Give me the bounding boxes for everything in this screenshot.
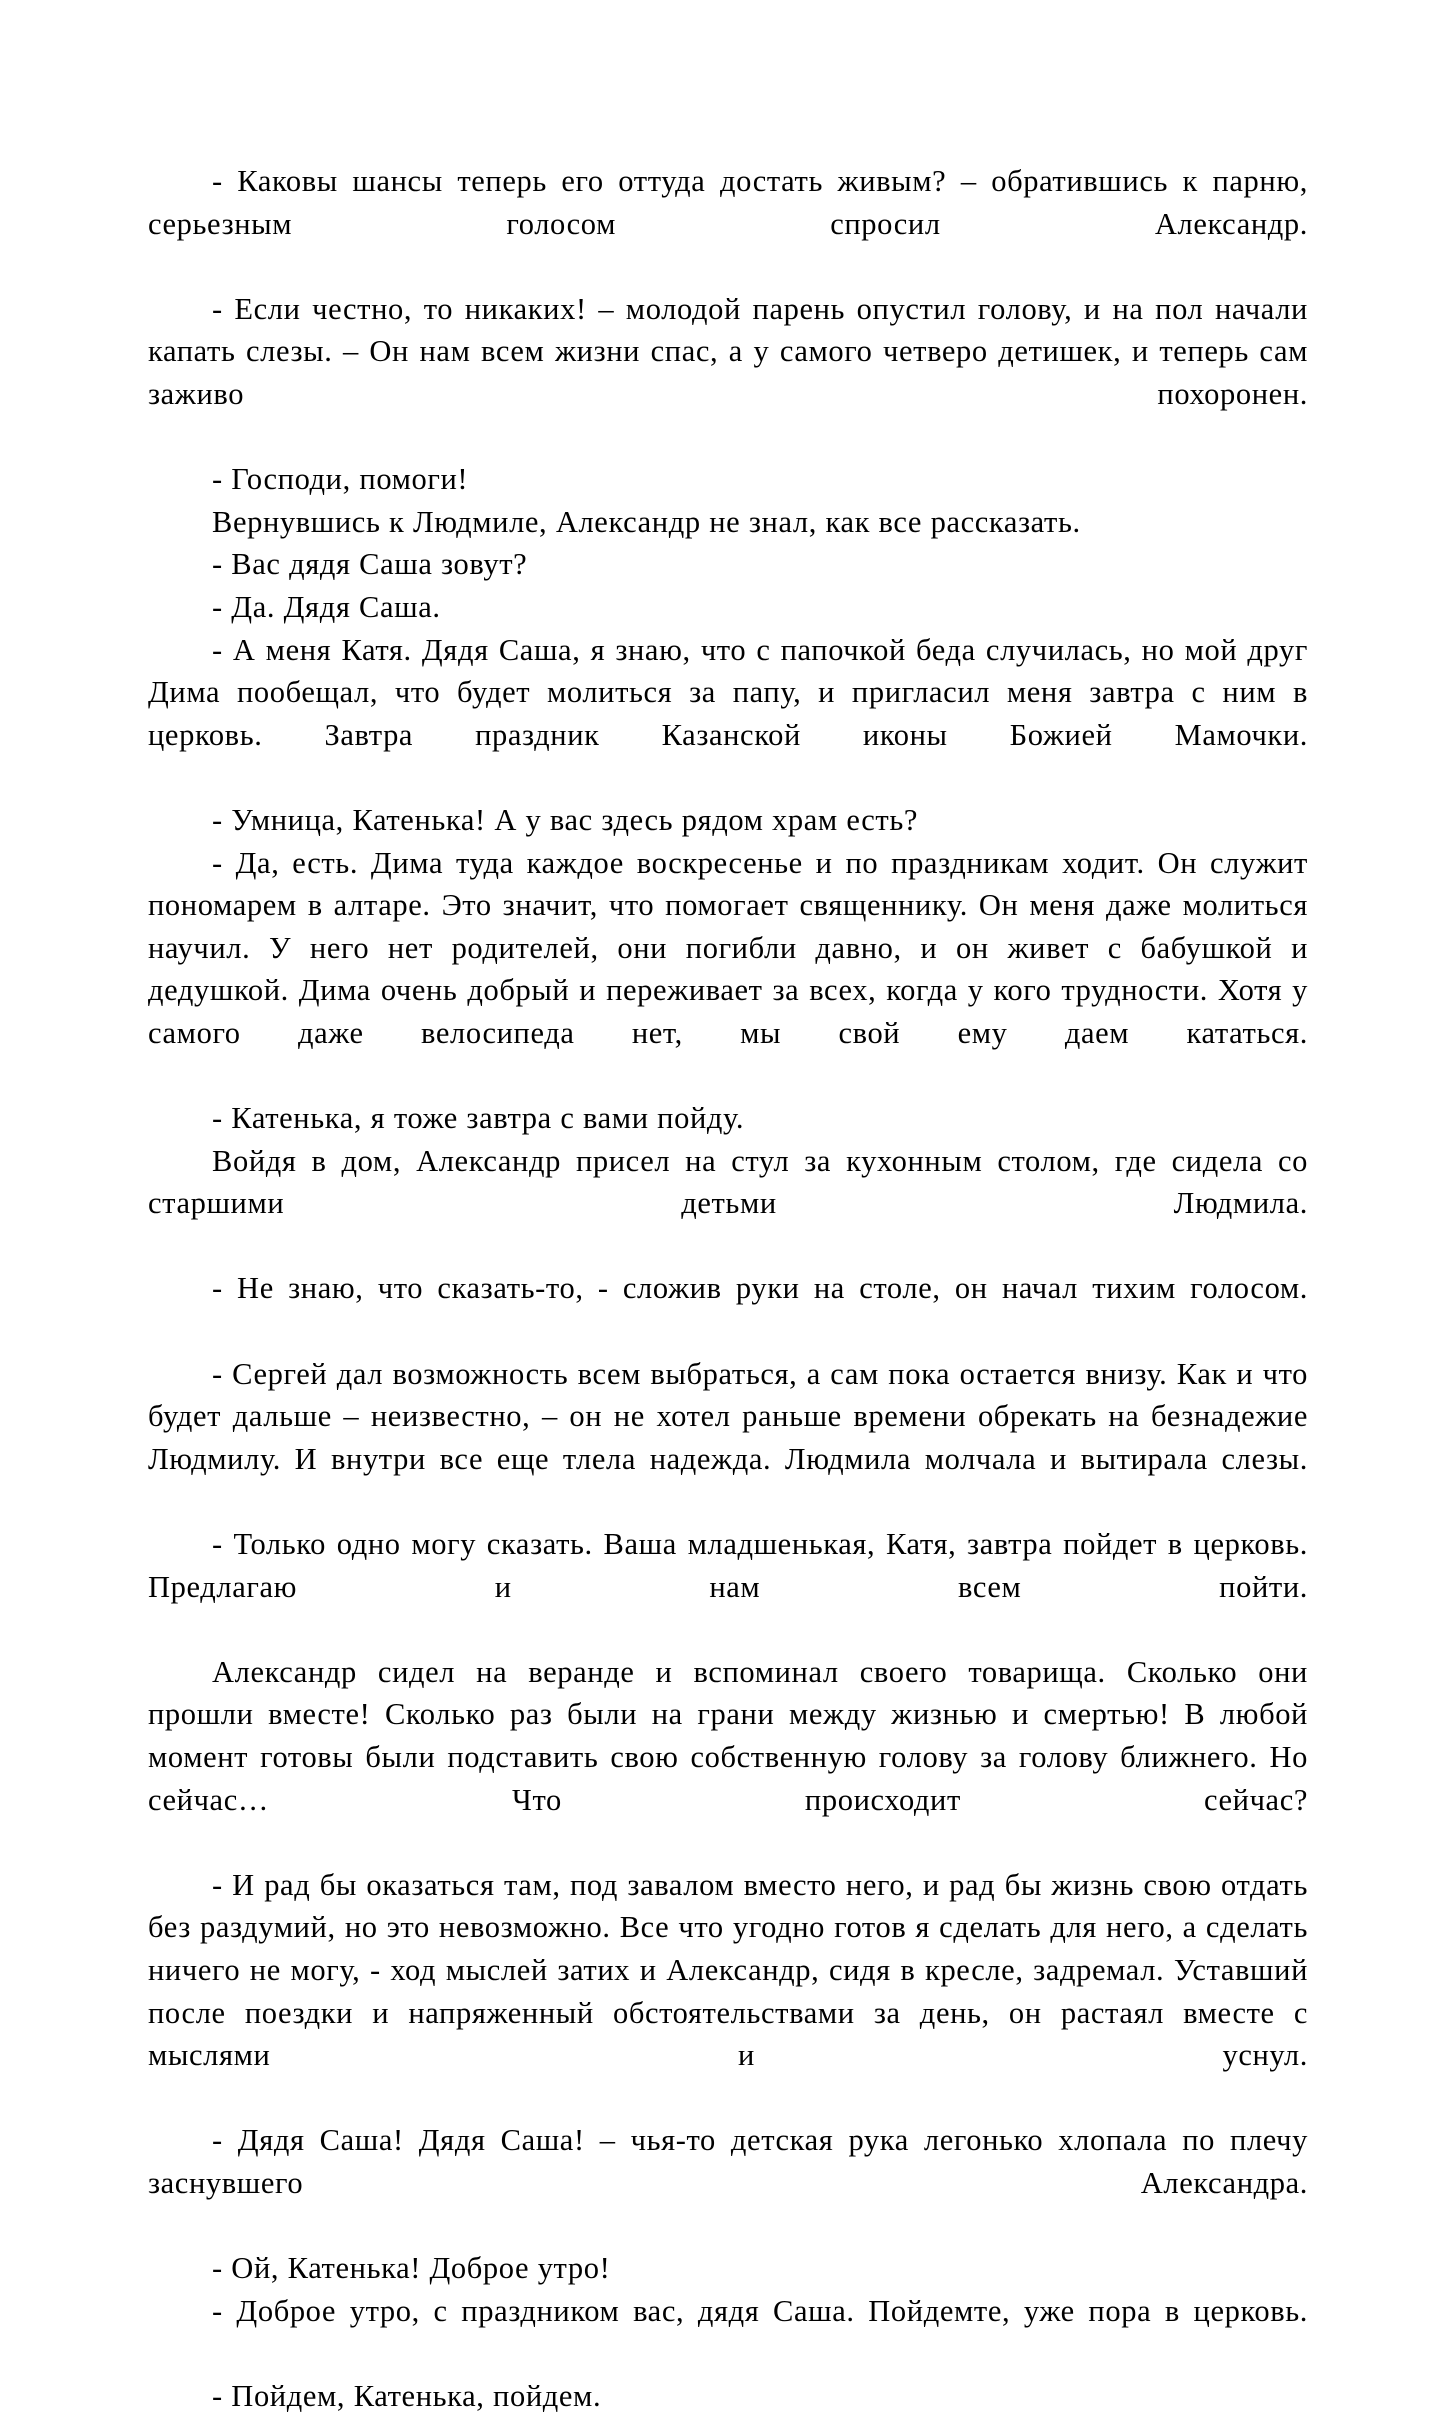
paragraph: Вернувшись к Людмиле, Александр не знал, как все рассказать.: [212, 504, 1081, 539]
paragraph: - Умница, Катенька! А у вас здесь рядом храм есть?: [212, 802, 919, 837]
paragraph: - Каковы шансы теперь его оттуда достать живым? – обратившись к парню, серьезным голосом спросил Александр.: [148, 164, 1308, 241]
paragraph: - Пойдем, Катенька, пойдем.: [212, 2378, 602, 2413]
paragraph: - Ой, Катенька! Доброе утро!: [212, 2251, 611, 2286]
paragraph: Войдя в дом, Александр присел на стул за кухонным столом, где сидела со старшими детьми Людмила.: [148, 1143, 1308, 1221]
paragraph: - Да. Дядя Саша.: [212, 589, 441, 624]
paragraph: - И рад бы оказаться там, под завалом вместо него, и рад бы жизнь свою отдать без раздумий, но это невозможно. Все что угодно готов я сделать для него, а сделать ничего не могу, - ход мыслей затих и Александр, сидя в кресле, задремал. Уставший после поездки и напряженный обстоятельствами за день, он растаял вместе с мыслями и уснул.: [148, 1867, 1308, 2073]
paragraph: - Доброе утро, с праздником вас, дядя Саша. Пойдемте, уже пора в церковь.: [212, 2293, 1308, 2328]
paragraph: - Если честно, то никаких! – молодой парень опустил голову, и на пол начали капать слезы. – Он нам всем жизни спас, а у самого четверо детишек, и теперь сам заживо похоронен.: [148, 291, 1308, 411]
paragraph: - Сергей дал возможность всем выбраться, а сам пока остается внизу. Как и что будет дальше – неизвестно, – он не хотел раньше времени обрекать на безнадежие Людмилу. И внутри все еще тлела надежда. Людмила молчала и вытирала слезы.: [148, 1356, 1308, 1476]
paragraph: - Не знаю, что сказать-то, - сложив руки на столе, он начал тихим голосом.: [212, 1271, 1308, 1306]
paragraph: - Господи, помоги!: [212, 462, 469, 497]
paragraph: - Катенька, я тоже завтра с вами пойду.: [212, 1101, 745, 1136]
paragraph: - Вас дядя Саша зовут?: [212, 547, 528, 582]
paragraph: - Да, есть. Дима туда каждое воскресенье и по праздникам ходит. Он служит пономарем в алтаре. Это значит, что помогает священнику. Он меня даже молиться научил. У него нет родителей, они погибли давно, и он живет с бабушкой и дедушкой. Дима очень добрый и переживает за всех, когда у кого трудности. Хотя у самого даже велосипеда нет, мы свой ему даем кататься.: [148, 845, 1308, 1050]
paragraph: - А меня Катя. Дядя Саша, я знаю, что с папочкой беда случилась, но мой друг Дима пообещал, что будет молиться за папу, и пригласил меня завтра с ним в церковь. Завтра праздник Казанской иконы Божией Мамочки.: [148, 632, 1308, 752]
paragraph: - Только одно могу сказать. Ваша младшенькая, Катя, завтра пойдет в церковь. Предлагаю и нам всем пойти.: [148, 1527, 1308, 1604]
paragraph: Александр сидел на веранде и вспоминал своего товарища. Сколько они прошли вместе! Сколько раз были на грани между жизнью и смертью! В любой момент готовы были подставить свою собственную голову за голову ближнего. Но сейчас… Что происходит сейчас?: [148, 1654, 1308, 1817]
paragraph: - Дядя Саша! Дядя Саша! – чья-то детская рука легонько хлопала по плечу заснувшего Александра.: [148, 2123, 1308, 2200]
body-text-column: [148, 160, 1308, 2417]
